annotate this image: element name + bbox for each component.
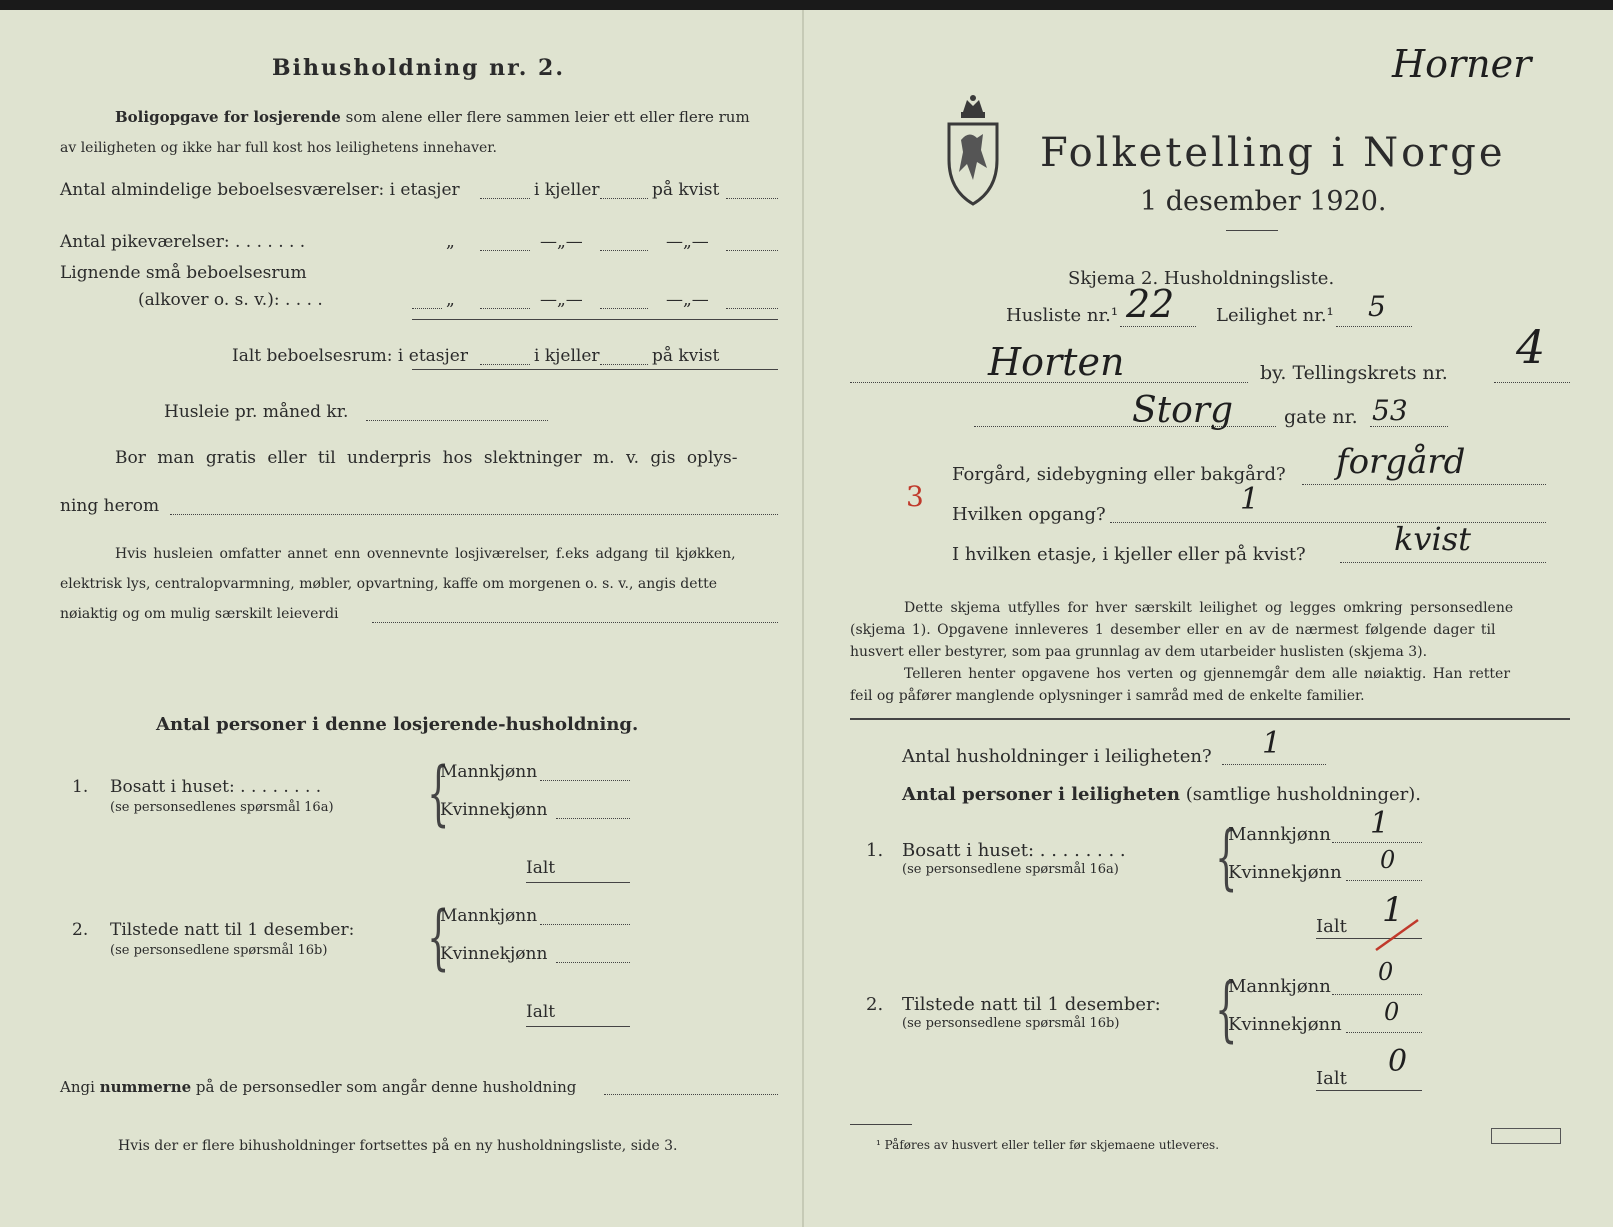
right-q1-ialt-label: Ialt: [1316, 916, 1347, 937]
krets-field[interactable]: [1494, 382, 1570, 383]
q2-kvinne-field[interactable]: [556, 962, 630, 963]
ditto-dash: —„—: [540, 290, 583, 310]
husholdninger-field[interactable]: [1222, 764, 1326, 765]
red-pencil-mark: 3: [906, 480, 924, 513]
husliste-field[interactable]: [1120, 326, 1196, 327]
schema-label: Skjema 2. Husholdningsliste.: [1068, 268, 1335, 289]
right-persons-heading: Antal personer i leiligheten (samtlige husholdninger).: [902, 784, 1422, 805]
instr-line-4: Telleren henter opgavene hos verten og gjennemgår dem alle nøiaktig. Han retter: [904, 666, 1511, 682]
q2-brace: {: [427, 896, 450, 978]
kjeller-label: i kjeller: [534, 346, 600, 366]
angi-field[interactable]: [604, 1094, 778, 1095]
right-q2-ialt-label: Ialt: [1316, 1068, 1347, 1089]
kvist-label: på kvist: [652, 180, 720, 200]
footnote: ¹ Påføres av husvert eller teller før skjemaene utleveres.: [876, 1138, 1220, 1152]
norway-coat-of-arms-icon: [943, 90, 1003, 210]
right-q2-mann-value: 0: [1378, 958, 1394, 986]
center-fold: [802, 10, 804, 1227]
q2-kvinne-label: Kvinnekjønn: [440, 944, 548, 964]
instr-line-2: (skjema 1). Opgavene innleveres 1 desember eller en av de nærmest følgende dager til: [850, 622, 1496, 638]
gate-value: 53: [1372, 394, 1408, 427]
forgard-value: forgård: [1336, 442, 1466, 482]
right-q1-label: Bosatt i huset: . . . . . . . .: [902, 840, 1126, 861]
q1-label: Bosatt i huset: . . . . . . . .: [110, 777, 322, 797]
pike-kvist-field[interactable]: [726, 250, 778, 251]
rooms-kvist-field[interactable]: [726, 198, 778, 199]
footnote-rule: [850, 1124, 912, 1125]
persons-heading: Antal personer i denne losjerende-husholdning.: [156, 714, 639, 735]
q2-number: 2.: [72, 920, 89, 940]
alkove-etasjer-field[interactable]: [480, 308, 530, 309]
ialt-rule: [412, 369, 778, 370]
q2-ialt-field[interactable]: [526, 1026, 630, 1027]
etasje-label: I hvilken etasje, i kjeller eller på kvist?: [952, 544, 1306, 565]
right-q2-mann-label: Mannkjønn: [1228, 976, 1331, 997]
alkove-lead-field[interactable]: [412, 308, 442, 309]
right-q1-kvinne-value: 0: [1380, 846, 1396, 874]
right-q2-ialt-field[interactable]: [1316, 1090, 1422, 1091]
red-check-mark-icon: [1372, 916, 1422, 956]
alkove-kjeller-field[interactable]: [600, 308, 648, 309]
instr-line-3: husvert eller bestyrer, som paa grunnlag av dem utarbeider huslisten (skjema 3).: [850, 644, 1428, 660]
q1-mann-label: Mannkjønn: [440, 762, 538, 782]
etasje-value: kvist: [1394, 520, 1471, 558]
q1-sub: (se personsedlenes spørsmål 16a): [110, 800, 334, 815]
q2-label: Tilstede natt til 1 desember:: [110, 920, 355, 940]
right-q2-ialt-value: 0: [1388, 1044, 1408, 1079]
census-form-sheet: [0, 10, 1613, 1227]
q1-number: 1.: [72, 777, 89, 797]
sum-rule: [412, 319, 778, 320]
right-q1-mann-value: 1: [1370, 806, 1390, 841]
right-q2-kvinne-field[interactable]: [1346, 1032, 1422, 1033]
forgard-field[interactable]: [1302, 484, 1546, 485]
krets-value: 4: [1516, 320, 1546, 374]
ditto-dash: —„—: [666, 290, 709, 310]
by-krets-label: by. Tellingskrets nr.: [1260, 362, 1448, 384]
right-q1-mann-field[interactable]: [1332, 842, 1422, 843]
ditto-dash: —„—: [666, 232, 709, 252]
pike-etasjer-field[interactable]: [480, 250, 530, 251]
left-title: Bihusholdning nr. 2.: [272, 55, 565, 81]
leilighet-field[interactable]: [1336, 326, 1412, 327]
q1-kvinne-field[interactable]: [556, 818, 630, 819]
opgang-field[interactable]: [1110, 522, 1546, 523]
pike-row-label: Antal pikeværelser: . . . . . . .: [60, 232, 306, 252]
ialt-etasjer-field[interactable]: [480, 364, 530, 365]
instr-line-1: Dette skjema utfylles for hver særskilt leilighet og legges omkring personsedlene: [904, 600, 1514, 616]
street-value: Storg: [1132, 390, 1234, 431]
rooms-row-label: Antal almindelige beboelsesværelser: i etasjer: [60, 180, 460, 200]
gratis-field[interactable]: [170, 514, 778, 515]
note-line-3: nøiaktig og om mulig særskilt leieverdi: [60, 606, 339, 622]
right-q2-brace: {: [1215, 968, 1238, 1050]
forgard-label: Forgård, sidebygning eller bakgård?: [952, 464, 1286, 485]
q1-ialt-label: Ialt: [526, 858, 556, 878]
right-q2-number: 2.: [866, 994, 884, 1015]
city-value: Horten: [988, 340, 1125, 384]
right-q2-sub: (se personsedlene spørsmål 16b): [902, 1016, 1120, 1031]
angi-line: Angi nummerne på de personsedler som angår denne husholdning: [60, 1078, 577, 1096]
right-q1-sub: (se personsedlene spørsmål 16a): [902, 862, 1119, 877]
right-q2-mann-field[interactable]: [1332, 994, 1422, 995]
right-q1-brace: {: [1215, 816, 1238, 898]
q2-mann-label: Mannkjønn: [440, 906, 538, 926]
note-line-2: elektrisk lys, centralopvarmning, møbler, opvartning, kaffe om morgenen o. s. v., angis dette: [60, 576, 718, 592]
alkove-row-label: Lignende små beboelsesrum: [60, 263, 307, 283]
corner-handwriting: Horner: [1392, 42, 1532, 86]
gate-label: gate nr.: [1284, 406, 1358, 428]
alkove-kvist-field[interactable]: [726, 308, 778, 309]
gratis-line-2: ning herom: [60, 496, 160, 516]
ditto-mark: „: [446, 232, 455, 252]
kjeller-label: i kjeller: [534, 180, 600, 200]
left-footer: Hvis der er flere bihusholdninger fortsettes på en ny husholdningsliste, side 3.: [118, 1138, 678, 1154]
husleie-label: Husleie pr. måned kr.: [164, 402, 349, 422]
right-q2-label: Tilstede natt til 1 desember:: [902, 994, 1161, 1015]
title-rule: [1226, 230, 1278, 231]
leieverdi-field[interactable]: [372, 622, 778, 623]
q1-kvinne-label: Kvinnekjønn: [440, 800, 548, 820]
pike-kjeller-field[interactable]: [600, 250, 648, 251]
etasje-field[interactable]: [1340, 562, 1546, 563]
kvist-label: på kvist: [652, 346, 720, 366]
right-q2-kvinne-value: 0: [1384, 998, 1400, 1026]
opgang-value: 1: [1240, 482, 1260, 517]
gratis-line-1: Bor man gratis eller til underpris hos slektninger m. v. gis oplys-: [115, 448, 738, 468]
ialt-rooms-label: Ialt beboelsesrum: i etasjer: [232, 346, 468, 366]
q2-ialt-label: Ialt: [526, 1002, 556, 1022]
q2-mann-field[interactable]: [540, 924, 630, 925]
leilighet-value: 5: [1368, 290, 1386, 323]
opgang-label: Hvilken opgang?: [952, 504, 1106, 525]
right-q1-kvinne-label: Kvinnekjønn: [1228, 862, 1342, 883]
rooms-etasjer-field[interactable]: [480, 198, 530, 199]
q1-mann-field[interactable]: [540, 780, 630, 781]
note-line-1: Hvis husleien omfatter annet enn ovennevnte losjiværelser, f.eks adgang til kjøkken,: [115, 546, 736, 562]
right-q1-ialt-value: 1: [1382, 890, 1404, 930]
q2-sub: (se personsedlene spørsmål 16b): [110, 943, 328, 958]
husliste-value: 22: [1126, 282, 1175, 326]
right-q1-number: 1.: [866, 840, 884, 861]
right-q1-kvinne-field[interactable]: [1346, 880, 1422, 881]
ialt-kjeller-field[interactable]: [600, 364, 648, 365]
form-date: 1 desember 1920.: [1140, 186, 1387, 217]
husholdninger-label: Antal husholdninger i leiligheten?: [902, 746, 1212, 767]
form-title: Folketelling i Norge: [1040, 130, 1506, 176]
alkove-row-label-2: (alkover o. s. v.): . . . .: [138, 290, 323, 310]
ditto-mark: „: [446, 290, 455, 310]
husleie-field[interactable]: [366, 420, 548, 421]
rooms-kjeller-field[interactable]: [600, 198, 648, 199]
right-q1-mann-label: Mannkjønn: [1228, 824, 1331, 845]
intro-line-2: av leiligheten og ikke har full kost hos leilighetens innehaver.: [60, 140, 497, 156]
q1-ialt-field[interactable]: [526, 882, 630, 883]
intro-line-1: Boligopgave for losjerende som alene eller flere sammen leier ett eller flere rum: [115, 108, 750, 126]
ditto-dash: —„—: [540, 232, 583, 252]
q1-brace: {: [427, 752, 450, 834]
leilighet-label: Leilighet nr.¹: [1216, 305, 1334, 326]
instructions-rule: [850, 718, 1570, 720]
printer-stamp: [1491, 1128, 1561, 1144]
right-q2-kvinne-label: Kvinnekjønn: [1228, 1014, 1342, 1035]
husliste-label: Husliste nr.¹: [1006, 305, 1119, 326]
husholdninger-value: 1: [1262, 726, 1282, 761]
instr-line-5: feil og påfører manglende oplysninger i samråd med de enkelte familier.: [850, 688, 1365, 704]
